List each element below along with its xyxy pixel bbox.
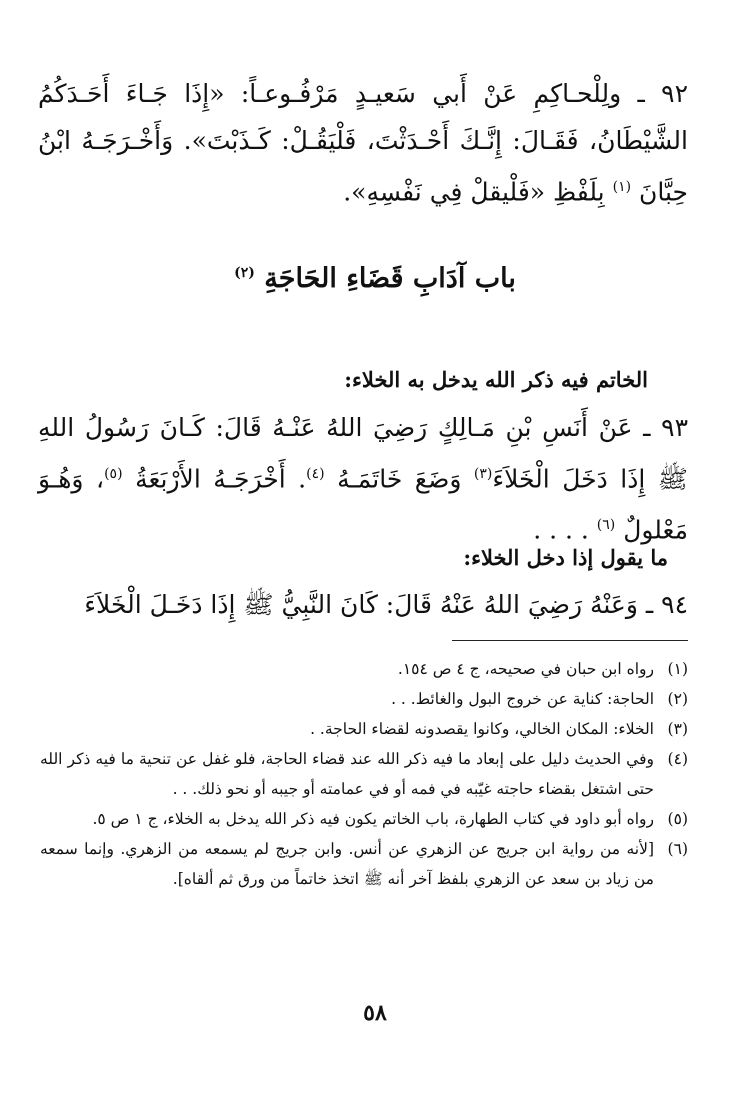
hadith-93-part-1: ٩٣ ـ عَنْ أَنَسِ بْنِ مَـالِكٍ رَضِيَ اللهُ عَنْـهُ قَالَ: كَـانَ رَسُولُ اللهِ ﷺ إِذَا دَخَلَ الْخَلاَءَ xyxy=(38,413,689,494)
footnote-number: (١) xyxy=(667,660,688,678)
hadith-92-text: ٩٢ ـ ولِلْحـاكِمِ عَنْ أَبي سَعيـدٍ مَرْفُـوعـاً: «إِذَا جَـاءَ أَحَـدَكُمُ الشَّيْطَانُ، فَقَـالَ: إِنَّـكَ أَحْـدَثْتَ، فَلْيَقُـلْ: كَـذَبْتَ». وَأَخْـرَجَـهُ ابْنُ حِبَّانَ xyxy=(38,79,688,207)
hadith-94-paragraph: ٩٤ ـ وَعَنْهُ رَضِيَ اللهُ عَنْهُ قَالَ: كَانَ النَّبِيُّ ﷺ إِذَا دَخَـلَ الْخَلاَءَ xyxy=(84,590,688,619)
footnote-text: وفي الحديث دليل على إبعاد ما فيه ذكر الله عند قضاء الحاجة، فلو غفل عن تنحية ما فيه ذكر الله حتى اشتغل بقضاء حاجته غيّبه في فمه أو في عمامته أو جيبه أو نحو ذلك. . . xyxy=(40,750,654,798)
footnote-number: (٣) xyxy=(667,720,688,738)
page-number: ٥٨ xyxy=(363,1000,387,1026)
footnote-ref-2: (٢) xyxy=(234,265,255,281)
footnote-number: (٦) xyxy=(667,840,688,858)
footnote-number: (٢) xyxy=(667,690,688,708)
footnote-ref-3: (٣) xyxy=(473,466,493,482)
footnotes xyxy=(40,654,688,894)
footnote-number: (٥) xyxy=(667,810,688,828)
footnote-text: الخلاء: المكان الخالي، وكانوا يقصدونه لقضاء الحاجة. . xyxy=(310,720,654,738)
hadith-92-paragraph xyxy=(38,70,688,215)
footnote-text: رواه ابن حبان في صحيحه، ج ٤ ص ١٥٤. xyxy=(397,660,654,678)
footnote-text: الحاجة: كناية عن خروج البول والغائط. . . xyxy=(391,690,654,708)
section-heading-entering: ما يقول إذا دخل الخلاء: xyxy=(463,545,668,570)
section-heading-ring: الخاتم فيه ذكر الله يدخل به الخلاء: xyxy=(344,367,648,392)
footnote-ref-5: (٥) xyxy=(104,466,123,482)
chapter-title xyxy=(0,253,750,299)
footnote-1 xyxy=(40,654,688,684)
footnote-divider xyxy=(452,640,688,641)
hadith-93-part-2: وَضَعَ خَاتَمَـهُ xyxy=(337,464,474,494)
footnote-6 xyxy=(40,834,688,894)
footnote-ref-1: (١) xyxy=(612,179,632,195)
footnote-5 xyxy=(40,804,688,834)
footnote-3 xyxy=(40,714,688,744)
footnote-4 xyxy=(40,744,688,804)
footnote-ref-6: (٦) xyxy=(596,517,616,534)
hadith-93-part-3: . أَخْرَجَـهُ الأَرْبَعَةُ xyxy=(135,464,307,494)
footnote-number: (٤) xyxy=(667,750,688,768)
hadith-93-part-4: ، وَهُـوَ مَعْلولٌ xyxy=(38,464,688,545)
footnote-ref-4: (٤) xyxy=(306,466,325,482)
footnote-text: [لأنه من رواية ابن جريج عن الزهري عن أنس. وابن جريج لم يسمعه من الزهري. وإنما سمعه من زياد بن سعد عن الزهري بلفظ آخر أنه ﷺ اتخذ خاتماً من ورق ثم ألقاه]. xyxy=(40,840,654,888)
hadith-93-paragraph xyxy=(38,404,688,554)
hadith-92-text-end: بِلَفْظِ «فَلْيقلْ فِي نَفْسِهِ». xyxy=(343,177,613,207)
footnote-text: رواه أبو داود في كتاب الطهارة، باب الخاتم يكون فيه ذكر الله يدخل به الخلاء، ج ١ ص ٥. xyxy=(92,810,654,828)
hadith-93-part-5: . . . . xyxy=(533,515,597,545)
footnote-2 xyxy=(40,684,688,714)
chapter-title-text: باب آدَابِ قَضَاءِ الحَاجَةِ xyxy=(264,263,516,294)
